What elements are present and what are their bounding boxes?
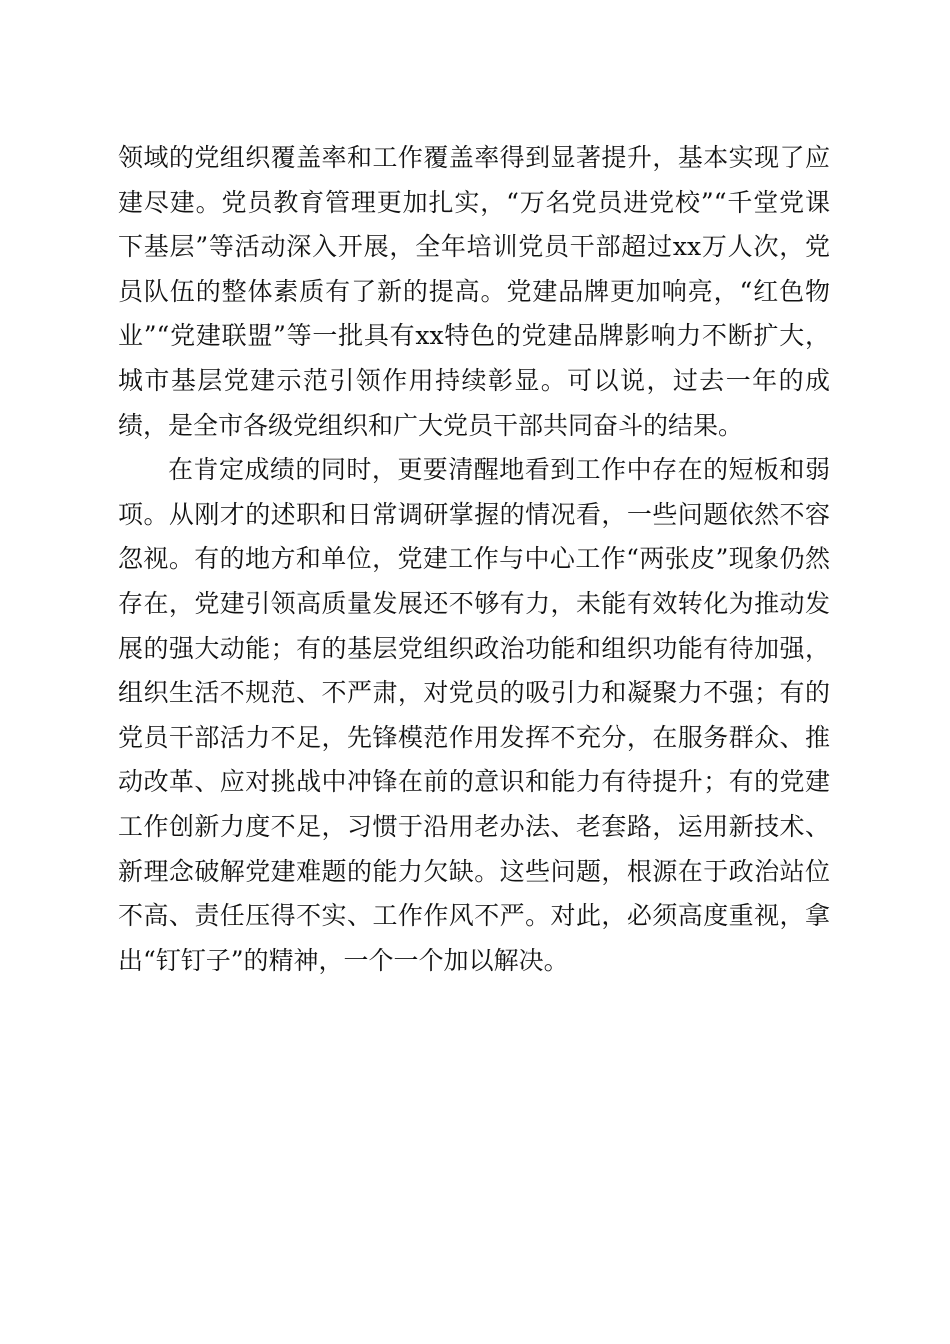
paragraph-shortcomings: 在肯定成绩的同时，更要清醒地看到工作中存在的短板和弱项。从刚才的述职和日常调研掌握的情况看，一些问题依然不容忽视。有的地方和单位，党建工作与中心工作“两张皮”现象仍然存在，党建引领高质量发展还不够有力，未能有效转化为推动发展的强大动能；有的基层党组织政治功能和组织功能有待加强，组织生活不规范、不严肃，对党员的吸引力和凝聚力不强；有的党员干部活力不足，先锋模范作用发挥不充分，在服务群众、推动改革、应对挑战中冲锋在前的意识和能力有待提升；有的党建工作创新力度不足，习惯于沿用老办法、老套路，运用新技术、新理念破解党建难题的能力欠缺。这些问题，根源在于政治站位不高、责任压得不实、工作作风不严。对此，必须高度重视，拿出“钉钉子”的精神，一个一个加以解决。: [118, 455, 830, 975]
paragraph-achievements-continued: 领域的党组织覆盖率和工作覆盖率得到显著提升，基本实现了应建尽建。党员教育管理更加扎实，“万名党员进党校”“千堂党课下基层”等活动深入开展，全年培训党员干部超过xx万人次，党员队伍的整体素质有了新的提高。党建品牌更加响亮，“红色物业”“党建联盟”等一批具有xx特色的党建品牌影响力不断扩大，城市基层党建示范引领作用持续彰显。可以说，过去一年的成绩，是全市各级党组织和广大党员干部共同奋斗的结果。: [118, 143, 830, 440]
document-body: [118, 136, 830, 983]
